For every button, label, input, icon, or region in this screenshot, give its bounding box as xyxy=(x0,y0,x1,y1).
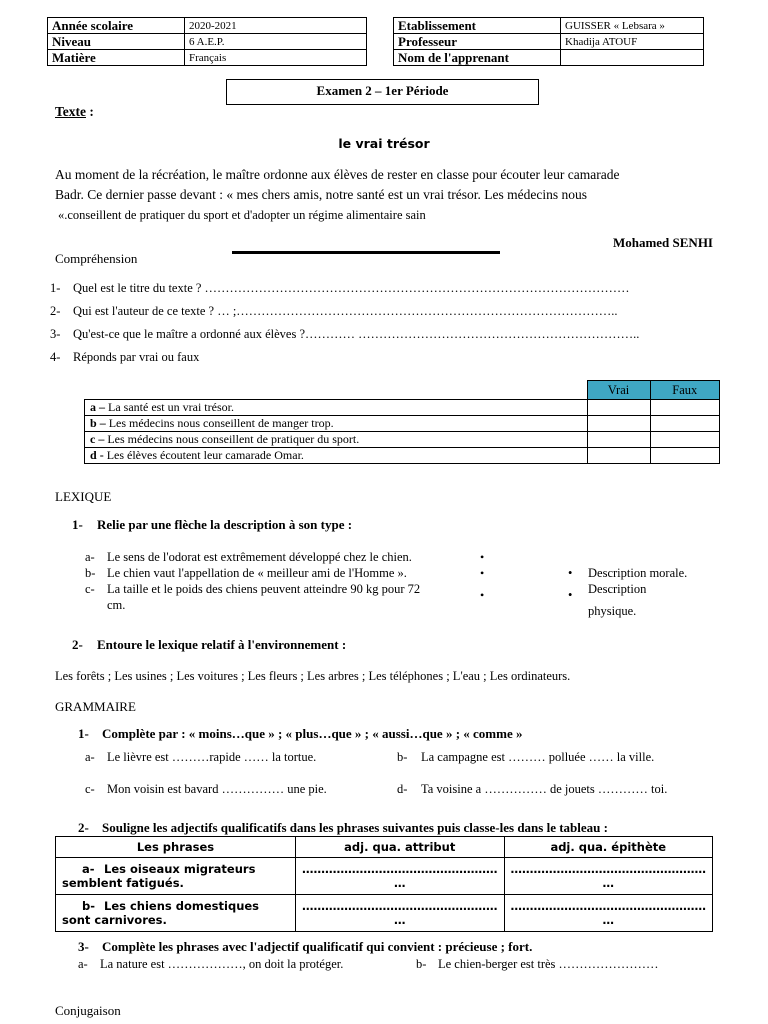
item-letter: d- xyxy=(397,782,408,796)
environment-words[interactable]: Les forêts ; Les usines ; Les voitures ; Les fleurs ; Les arbres ; Les téléphones ; L'eau ; Les ordinateurs. xyxy=(55,669,571,683)
question-4 xyxy=(50,346,639,369)
item-text: Le sens de l'odorat est extrêmement développé chez le chien. xyxy=(107,550,412,564)
dots: …………………………………………… xyxy=(302,862,498,876)
item-letter: b- xyxy=(85,566,96,580)
header-row-annee xyxy=(48,18,367,34)
vf-vrai-cell[interactable] xyxy=(587,416,650,432)
question-text: Souligne les adjectifs qualificatifs dans les phrases suivantes puis classe-les dans le tableau : xyxy=(102,820,608,835)
type-text: Description xyxy=(588,582,647,596)
dots: … xyxy=(394,876,406,890)
separator-line xyxy=(232,251,500,254)
dots: … xyxy=(602,876,614,890)
left-bullets xyxy=(480,549,484,603)
vf-text: Les médecins nous conseillent de pratiquer du sport. xyxy=(104,432,360,446)
comprehension-questions xyxy=(50,277,639,369)
grammaire-heading: GRAMMAIRE xyxy=(55,699,136,714)
item-text: Le chien-berger est très …………………… xyxy=(438,957,659,971)
gt-epithete-cell[interactable] xyxy=(504,858,713,895)
gt-attribut-cell[interactable] xyxy=(296,858,505,895)
vf-statement xyxy=(85,448,588,464)
question-number: 2- xyxy=(78,820,89,835)
question-text: Qu'est-ce que le maître a ordonné aux élèves ?………… ………………………………………………………….. xyxy=(73,327,640,341)
texte-label: Texte xyxy=(55,104,86,119)
vf-vrai-cell[interactable] xyxy=(587,400,650,416)
item-letter: c- xyxy=(85,782,95,796)
lexique-q1-items xyxy=(85,549,485,613)
text-title: le vrai trésor xyxy=(338,136,430,151)
vf-sep: – xyxy=(95,432,105,446)
bullet-dot[interactable]: • xyxy=(568,566,573,580)
type-item xyxy=(568,581,687,603)
question-number: 2- xyxy=(50,304,61,318)
header-label: Niveau xyxy=(48,34,185,50)
paragraph xyxy=(55,165,619,225)
header-value: Français xyxy=(185,50,367,66)
header-right-table xyxy=(393,17,704,66)
grammaire-q1-title xyxy=(78,726,522,742)
vf-sep: – xyxy=(96,400,105,414)
vf-faux-cell[interactable] xyxy=(650,432,720,448)
vf-text: La santé est un vrai trésor. xyxy=(105,400,234,414)
grammaire-q3-item-b xyxy=(416,957,659,972)
header-label: Année scolaire xyxy=(48,18,185,34)
dots: …………………………………………… xyxy=(302,899,498,913)
vf-statement xyxy=(85,400,588,416)
item-letter: b- xyxy=(397,750,408,764)
grammaire-q1-item-b xyxy=(397,750,654,765)
vf-letter: d xyxy=(90,448,97,462)
type-text-cont: physique. xyxy=(588,604,637,618)
table-row xyxy=(56,858,713,895)
table-row xyxy=(85,400,720,416)
dots: … xyxy=(602,913,614,927)
question-text: Réponds par vrai ou faux xyxy=(73,350,200,364)
vf-sep: – xyxy=(96,416,106,430)
header-row-matiere xyxy=(48,50,367,66)
item-letter: a- xyxy=(78,957,88,971)
list-item xyxy=(85,565,485,581)
grammaire-q3-item-a xyxy=(78,957,343,972)
question-2 xyxy=(50,300,639,323)
item-letter: b- xyxy=(416,957,427,971)
question-text: Quel est le titre du texte ? ………………………………………………………………………………………… xyxy=(73,281,630,295)
lexique-q2-title xyxy=(72,637,346,653)
header-row-nom xyxy=(394,50,704,66)
vf-header-empty xyxy=(85,381,588,400)
vf-letter: c xyxy=(90,432,96,446)
gt-header-phrases: Les phrases xyxy=(56,837,296,858)
item-letter: c- xyxy=(85,582,95,596)
question-number: 3- xyxy=(78,939,89,954)
item-text: La campagne est ……… polluée …… la ville. xyxy=(421,750,655,764)
paragraph-line: Badr. Ce dernier passe devant : « mes chers amis, notre santé est un vrai trésor. Les médecins nous xyxy=(55,187,587,202)
question-text: Complète les phrases avec l'adjectif qualificatif qui convient : précieuse ; fort. xyxy=(102,939,533,954)
vf-header-row xyxy=(85,381,720,400)
vf-statement xyxy=(85,416,588,432)
vf-vrai-cell[interactable] xyxy=(587,432,650,448)
header-left-table xyxy=(47,17,367,66)
texte-colon: : xyxy=(86,104,94,119)
vf-faux-cell[interactable] xyxy=(650,448,720,464)
item-text-cont: cm. xyxy=(107,598,126,612)
lexique-types xyxy=(568,565,687,619)
conjugaison-heading: Conjugaison xyxy=(55,1003,121,1018)
header-label: Nom de l'apprenant xyxy=(394,50,561,66)
gt-phrase xyxy=(56,858,296,895)
header-row-etablissement xyxy=(394,18,704,34)
paragraph-line: «.conseillent de pratiquer du sport et d'adopter un régime alimentaire sain xyxy=(58,208,426,222)
grammaire-q1-item-d xyxy=(397,782,667,797)
vrai-faux-table xyxy=(84,380,720,464)
exam-title: Examen 2 – 1er Période xyxy=(226,79,539,105)
question-3 xyxy=(50,323,639,346)
question-number: 3- xyxy=(50,327,61,341)
item-text: La nature est ………………, on doit la protéger. xyxy=(100,957,344,971)
header-row-professeur xyxy=(394,34,704,50)
vf-letter: b xyxy=(90,416,97,430)
question-text: Complète par : « moins…que » ; « plus…que » ; « aussi…que » ; « comme » xyxy=(102,726,523,741)
grammaire-q1-item-c xyxy=(85,782,327,797)
table-row xyxy=(85,448,720,464)
vf-text: Les médecins nous conseillent de manger trop. xyxy=(105,416,334,430)
vf-sep: - xyxy=(96,448,104,462)
author: Mohamed SENHI xyxy=(612,235,713,250)
type-item xyxy=(568,565,687,581)
question-number: 1- xyxy=(50,281,61,295)
vf-faux-cell[interactable] xyxy=(650,416,720,432)
lexique-q1-title xyxy=(72,517,352,533)
list-item xyxy=(85,549,485,565)
question-text: Qui est l'auteur de ce texte ? … ;……………………………………………………………………………….. xyxy=(73,304,618,318)
vf-vrai-cell[interactable] xyxy=(587,448,650,464)
table-row xyxy=(56,895,713,932)
item-text: Le chien vaut l'appellation de « meilleur ami de l'Homme ». xyxy=(107,566,407,580)
header-label: Matière xyxy=(48,50,185,66)
item-letter: b- xyxy=(82,899,96,913)
header-label: Etablissement xyxy=(394,18,561,34)
bullet-dot-a[interactable]: • xyxy=(480,550,485,564)
gt-phrase xyxy=(56,895,296,932)
header-value: GUISSER « Lebsara » xyxy=(561,18,704,34)
vf-statement xyxy=(85,432,588,448)
header-value: 6 A.E.P. xyxy=(185,34,367,50)
gt-attribut-cell[interactable] xyxy=(296,895,505,932)
question-text: Relie par une flèche la description à son type : xyxy=(97,517,353,532)
vf-header-faux: Faux xyxy=(650,381,720,400)
header-row-niveau xyxy=(48,34,367,50)
header-label: Professeur xyxy=(394,34,561,50)
adjectives-table xyxy=(55,836,713,932)
header-value: 2020-2021 xyxy=(185,18,367,34)
gt-epithete-cell[interactable] xyxy=(504,895,713,932)
table-row xyxy=(85,416,720,432)
vf-letter: a xyxy=(90,400,96,414)
item-text[interactable]: Les chiens domestiques sont carnivores. xyxy=(62,899,260,927)
grammaire-q3-title xyxy=(78,939,532,955)
texte-heading xyxy=(55,104,94,120)
bullet-dot-c[interactable]: • xyxy=(480,588,485,602)
item-letter: a- xyxy=(82,862,95,876)
vf-faux-cell[interactable] xyxy=(650,400,720,416)
bullet-dot[interactable]: • xyxy=(568,588,573,602)
gt-header-row xyxy=(56,837,713,858)
item-text: Mon voisin est bavard …………… une pie. xyxy=(107,782,327,796)
dots: …………………………………………… xyxy=(510,862,706,876)
header-value: Khadija ATOUF xyxy=(561,34,704,50)
question-number: 2- xyxy=(72,637,83,652)
question-text: Entoure le lexique relatif à l'environnement : xyxy=(97,637,347,652)
grammaire-q2-title xyxy=(78,820,608,836)
paragraph-line: Au moment de la récréation, le maître ordonne aux élèves de rester en classe pour écouter leur camarade xyxy=(55,167,620,182)
item-letter: a- xyxy=(85,550,95,564)
item-text[interactable]: Les oiseaux migrateurs semblent fatigués. xyxy=(62,862,256,890)
gt-header-attribut: adj. qua. attribut xyxy=(296,837,505,858)
gt-header-epithete: adj. qua. épithète xyxy=(504,837,713,858)
list-item xyxy=(85,581,485,597)
type-text: Description morale. xyxy=(588,566,688,580)
student-name-field[interactable] xyxy=(561,50,704,66)
vf-header-vrai: Vrai xyxy=(587,381,650,400)
table-row xyxy=(85,432,720,448)
grammaire-q1-item-a xyxy=(85,750,316,765)
question-number: 4- xyxy=(50,350,61,364)
question-1 xyxy=(50,277,639,300)
bullet-dot-b[interactable]: • xyxy=(480,566,485,580)
item-text: Le lièvre est ………rapide …… la tortue. xyxy=(107,750,317,764)
comprehension-heading: Compréhension xyxy=(55,251,138,266)
item-text: Ta voisine a …………… de jouets ………… toi. xyxy=(421,782,668,796)
item-text: La taille et le poids des chiens peuvent atteindre 90 kg pour 72 xyxy=(107,582,421,596)
question-number: 1- xyxy=(78,726,89,741)
question-number: 1- xyxy=(72,517,83,532)
lexique-heading: LEXIQUE xyxy=(55,489,112,504)
dots: … xyxy=(394,913,406,927)
dots: …………………………………………… xyxy=(510,899,706,913)
vf-text: Les élèves écoutent leur camarade Omar. xyxy=(103,448,304,462)
item-letter: a- xyxy=(85,750,95,764)
